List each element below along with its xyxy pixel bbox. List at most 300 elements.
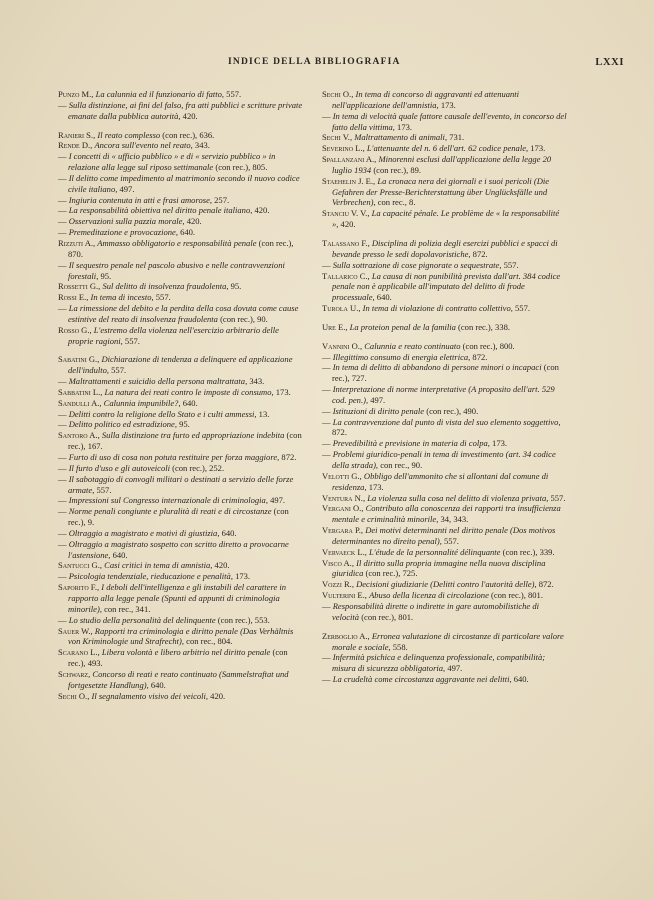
bibliography-entry: [58, 419, 303, 430]
entry-text: , 640.: [217, 527, 237, 538]
bibliography-entry: [58, 260, 303, 282]
entry-text: , 420.: [210, 560, 230, 571]
bibliography-entry: [58, 140, 303, 151]
bibliography-entry: [58, 195, 303, 206]
entry-text: —: [58, 259, 69, 270]
entry-text: , 872.: [534, 579, 554, 590]
bibliography-entry: [58, 205, 303, 216]
entry-title: Responsabilità dirette o indirette in gare automobilistiche di velocità: [332, 600, 539, 622]
bibliography-entry: [58, 281, 303, 292]
entry-title: Il sequestro penale nel pascolo abusivo e nelle contravvenzioni forestali: [68, 259, 285, 281]
entry-title: Impressioni sul Congresso internazionale di criminologia: [68, 495, 266, 506]
entry-text: , 557.: [120, 335, 140, 346]
entry-author: Scarano L.: [58, 647, 98, 658]
entry-text: (con rec.), 9.: [68, 506, 289, 528]
entry-text: —: [322, 600, 333, 611]
entry-author: Sechi O.: [58, 690, 88, 701]
entry-text: (con rec.), 801.: [359, 611, 414, 622]
entry-text: ,: [362, 492, 368, 503]
entry-text: ,: [87, 690, 92, 701]
entry-author: Rosso G.: [58, 324, 90, 335]
entry-text: , 731.: [444, 132, 465, 143]
entry-text: —: [322, 384, 333, 395]
entry-text: —: [322, 405, 333, 416]
entry-author: Severino L.: [322, 143, 363, 154]
entry-title: La crudeltà come circostanza aggravante nei delitti: [332, 674, 510, 685]
entry-text: , 173.: [392, 121, 413, 132]
entry-text: ,: [99, 560, 105, 571]
entry-title: Interpretazione di norme interpretative (A proposito dell'art. 529 cod. pen.): [332, 384, 555, 405]
bibliography-entry: [322, 471, 567, 493]
entry-text: , 872.: [277, 452, 297, 462]
entry-title: Disciplina di polizia degli esercizi pubblici e spacci di bevande presso le sedi dopolavoristiche: [332, 237, 558, 259]
entry-text: , 34, 343.: [436, 514, 469, 525]
bibliography-entry: [58, 452, 303, 463]
entry-author: Visco A.: [322, 557, 352, 568]
bibliography-entry: [322, 503, 567, 525]
entry-title: Ancora sull'evento nel reato: [94, 140, 191, 151]
entry-text: —: [58, 473, 69, 484]
bibliography-entry: [322, 238, 567, 260]
entry-text: (con rec.), 800.: [460, 340, 515, 351]
bibliography-entry: [322, 154, 567, 176]
bibliography-entry: [58, 463, 303, 474]
entry-text: , 497.: [365, 394, 386, 405]
entry-title: Calunnia impunibile?: [103, 397, 179, 408]
entry-text: , 420.: [205, 690, 226, 701]
entry-text: —: [58, 227, 69, 238]
bibliography-entry: [58, 409, 303, 420]
entry-title: Ingiuria contenuta in atti e frasi amorose: [68, 194, 210, 205]
entry-title: La proteion penal de la familia: [349, 321, 456, 332]
bibliography-entry: [322, 449, 567, 471]
entry-text: , con rec., 341.: [99, 603, 151, 614]
entry-text: , 173.: [364, 481, 384, 492]
entry-text: ,: [359, 470, 364, 481]
entry-title: Lo studio della personalità del delinquente: [68, 614, 216, 625]
entry-title: Il furto d'uso e gli autoveicoli: [68, 462, 170, 473]
entry-title: Illegittimo consumo di energia elettrica: [332, 351, 469, 362]
entry-title: Sulla sottrazione di cose pignorate o sequestrate: [332, 259, 500, 270]
entry-author: Santucci G.: [58, 560, 100, 571]
entry-text: —: [58, 172, 69, 183]
entry-text: (con rec.), 89.: [371, 164, 422, 175]
entry-text: (con rec.), 493.: [68, 647, 288, 669]
entry-text: (con rec.), 805.: [213, 162, 268, 173]
page-header: [60, 57, 634, 71]
entry-text: , 95.: [96, 270, 112, 281]
entry-title: Concorso di reati e reato continuato (Sammelstraftat und fortgesetzte Handlung): [68, 668, 289, 690]
entry-title: Osservazioni sulla pazzia morale: [68, 216, 183, 227]
entry-text: (con rec.), 553.: [215, 614, 270, 625]
entry-text: —: [322, 674, 333, 685]
bibliography-entry: [58, 227, 303, 238]
entry-text: ,: [100, 386, 105, 397]
running-title: INDICE DELLA BIBLIOGRAFIA: [228, 57, 401, 67]
entry-title: Decisioni giudiziarie (Delitti contro l'autorità delle): [356, 579, 535, 590]
entry-text: ,: [367, 270, 372, 281]
entry-text: (con rec.), 801.: [488, 590, 543, 601]
entry-text: —: [58, 614, 69, 625]
entry-text: ,: [359, 340, 365, 351]
bibliography-entry: [58, 669, 303, 691]
entry-author: Vulterini E.: [322, 590, 365, 601]
entry-author: Velotti G.: [322, 470, 360, 481]
bibliography-entry: [322, 590, 567, 601]
entry-text: ,: [93, 129, 98, 140]
entry-title: La rimessione del debito e la perdita della cosa dovuta come cause estintive del reato di insolvenza fraudolenta: [68, 303, 299, 324]
entry-text: , 173.: [526, 143, 546, 154]
bibliography-entry: [322, 341, 567, 352]
bibliography-entry: [322, 143, 567, 154]
entry-author: Sauer W.: [58, 625, 91, 636]
bibliography-entry: [58, 398, 303, 409]
entry-text: , 640.: [108, 549, 128, 560]
entry-author: Sabbatini L.: [58, 386, 101, 397]
entry-title: I concetti di « ufficio pubblico » e di « servizio pubblico » in relazione alla legge sul riposo settimanale: [68, 151, 276, 173]
bibliography-entry: [322, 601, 567, 623]
entry-text: ,: [97, 430, 102, 441]
entry-author: Ure E.: [322, 321, 346, 332]
entry-text: ,: [345, 321, 350, 332]
entry-title: In tema di delitto di abbandono di persone minori o incapaci: [332, 362, 542, 373]
entry-text: , 95.: [174, 419, 190, 430]
entry-text: —: [322, 362, 333, 373]
entry-text: ,: [97, 354, 102, 365]
entry-text: , 640.: [146, 679, 166, 690]
entry-text: ,: [91, 89, 96, 99]
entry-text: ,: [349, 132, 355, 143]
bibliography-entry: [58, 528, 303, 539]
entry-title: In tema di violazione di contratto collettivo: [362, 303, 511, 314]
entry-text: , 497.: [265, 495, 286, 506]
entry-title: Obbligo dell'ammonito che si allontani dal comune di residenza: [332, 470, 549, 492]
entry-text: (con rec.), 339.: [500, 546, 555, 557]
entry-title: Rapporti tra criminologia e diritto penale (Das Verhältnis von Kriminologie und Strafrecht): [68, 625, 294, 647]
bibliography-entry: [58, 325, 303, 347]
entry-text: , 420.: [178, 110, 198, 121]
entry-text: ,: [358, 303, 363, 314]
entry-text: (con rec.), 90.: [217, 313, 268, 324]
entry-title: Sul delitto di insolvenza fraudolenta: [102, 281, 227, 292]
entry-text: , 558.: [388, 641, 408, 652]
entry-text: , 173.: [230, 571, 251, 582]
entry-text: , 173.: [436, 99, 456, 110]
entry-text: , 872.: [332, 416, 561, 438]
entry-author: Staehelin J. E.: [322, 175, 374, 186]
entry-author: Talassano F.: [322, 237, 368, 248]
entry-author: Vergara P.: [322, 525, 361, 536]
entry-text: ,: [360, 525, 366, 536]
bibliography-entry: [58, 506, 303, 528]
entry-title: Sulla distinzione, ai fini del falso, fra atti pubblici e scritture private emanate dalla pubblica autorità: [68, 99, 303, 121]
entry-text: (con rec.), 636.: [160, 129, 215, 140]
entry-text: , 497.: [115, 183, 135, 194]
entry-text: , 557.: [92, 484, 112, 495]
entry-text: , 640.: [372, 292, 392, 303]
entry-text: , 557.: [151, 292, 171, 303]
entry-text: (con rec.), 490.: [424, 405, 479, 416]
entry-text: , 497.: [443, 663, 463, 674]
entry-text: ,: [99, 397, 104, 408]
entry-text: , 557.: [439, 535, 459, 546]
entry-author: Vervaeck L.: [322, 546, 365, 557]
bibliography-entry: [58, 582, 303, 615]
bibliography-entry: [58, 151, 303, 173]
entry-text: , 173.: [271, 386, 291, 397]
entry-text: —: [58, 462, 69, 473]
entry-author: Rossetti G.: [58, 281, 99, 292]
entry-title: Dei motivi determinanti nel diritto penale (Dos motivos determinantes no direito penal): [332, 525, 556, 546]
bibliography-entry: [58, 430, 303, 452]
entry-text: ,: [351, 89, 356, 99]
entry-text: , 557.: [221, 89, 242, 99]
entry-author: Zerboglio A.: [322, 630, 368, 641]
entry-text: , 640.: [509, 674, 529, 685]
entry-text: , 420.: [336, 219, 356, 230]
bibliography-entry: [58, 571, 303, 582]
bibliography-entry: [58, 376, 303, 387]
bibliography-entry: [322, 674, 567, 685]
entry-title: Infermità psichica e delinquenza professionale, compatibilità; misura di sicurezza obbligatoria: [332, 652, 546, 674]
entry-author: Sechi V.: [322, 132, 350, 143]
entry-text: —: [322, 259, 333, 270]
entry-text: —: [58, 506, 69, 517]
entry-author: Rizzuti A.: [58, 237, 93, 248]
entry-text: ,: [93, 237, 98, 248]
entry-author: Sechi O.: [322, 89, 352, 99]
entry-author: Ventura N.: [322, 492, 363, 503]
entry-text: —: [58, 452, 69, 462]
entry-text: , con rec., 90.: [375, 460, 423, 470]
entry-text: —: [58, 376, 69, 387]
entry-text: , 173.: [487, 438, 507, 449]
entry-title: Dichiarazione di tendenza a delinquere ed applicazione dell'indulto: [68, 354, 293, 376]
bibliography-entry: [322, 525, 567, 547]
bibliography-entry: [58, 130, 303, 141]
entry-author: Vergani O.: [322, 503, 362, 514]
entry-text: —: [58, 408, 69, 419]
bibliography-entry: [322, 352, 567, 363]
bibliography-entry: [322, 176, 567, 209]
entry-title: Sulla distinzione tra furto ed appropriazione indebita: [101, 430, 285, 441]
entry-text: ,: [90, 625, 95, 636]
bibliography-entry: [322, 558, 567, 580]
entry-title: La cronaca nera dei giornali e i suoi pericoli (Die Gefahren der Presse-Berichterstattung über Unglücksfälle und Verbrechen): [332, 175, 550, 208]
entry-text: —: [58, 303, 69, 314]
entry-title: Ammasso obbligatorio e responsabilità penale: [97, 237, 257, 248]
bibliography-entry: [322, 631, 567, 653]
entry-text: —: [58, 99, 69, 110]
bibliography-entry: [322, 652, 567, 674]
entry-title: Delitto politico ed estradizione: [68, 419, 175, 430]
entry-text: , 343.: [190, 140, 210, 151]
bibliography-entry: [58, 474, 303, 496]
entry-title: Delitti contro la religione dello Stato e i culti ammessi: [68, 408, 255, 419]
bibliography-entry: [58, 216, 303, 227]
entry-text: , 872.: [468, 248, 488, 259]
entry-text: (con rec.), 167.: [68, 430, 302, 452]
entry-text: , 95.: [226, 281, 242, 292]
entry-text: —: [58, 538, 69, 549]
bibliography-entry: [322, 362, 567, 384]
entry-text: —: [58, 194, 69, 205]
entry-text: ,: [361, 503, 366, 514]
entry-title: Problemi giuridico-penali in tema di investimento (art. 34 codice della strada): [332, 449, 556, 470]
bibliography-entry: [58, 238, 303, 260]
entry-text: , 557.: [510, 303, 530, 314]
entry-text: (con rec.), 725.: [363, 568, 418, 579]
bibliography-entry: [322, 493, 567, 504]
entry-title: In tema di concorso di aggravanti ed attenuanti nell'applicazione dell'amnistia: [332, 89, 520, 110]
entry-text: ,: [367, 237, 372, 248]
entry-author: Spallanzani A.: [322, 154, 375, 165]
entry-title: La natura dei reati contro le imposte di consumo: [104, 386, 272, 397]
entry-text: —: [322, 449, 333, 460]
entry-title: Norme penali congiunte e pluralità di reati e di circostanze: [68, 506, 272, 517]
entry-text: ,: [367, 630, 372, 641]
bibliography-entry: [322, 111, 567, 133]
entry-title: L'attenuante del n. 6 dell'art. 62 codice penale: [366, 143, 526, 154]
entry-text: , 257.: [209, 194, 230, 205]
entry-text: —: [58, 216, 69, 227]
entry-text: —: [322, 438, 333, 449]
entry-title: Furto di uso di cosa non potuta restituire per forza maggiore: [68, 452, 278, 462]
entry-title: Il segnalamento visivo dei veicoli: [91, 690, 206, 701]
bibliography-entry: [322, 547, 567, 558]
right-column: [322, 89, 567, 685]
bibliography-entry: [322, 271, 567, 304]
entry-title: La causa di non punibilità prevista dall'art. 384 codice penale non è applicabile all'imputato del delitto di frode processuale: [332, 270, 561, 303]
entry-title: Premeditazione e provocazione: [68, 227, 176, 238]
bibliography-entry: [58, 292, 303, 303]
bibliography-entry: [58, 89, 303, 100]
entry-text: ,: [88, 668, 93, 679]
bibliography-entry: [58, 387, 303, 398]
entry-text: —: [58, 527, 69, 538]
bibliography-entry: [58, 560, 303, 571]
entry-text: (con rec.), 727.: [332, 362, 559, 384]
entry-text: , 640.: [175, 227, 196, 238]
entry-title: In tema di incesto: [90, 292, 152, 303]
entry-text: —: [58, 205, 69, 216]
entry-title: Il delitto come impedimento al matrimonio secondo il nuovo codice civile italiano: [68, 172, 300, 194]
entry-title: La capacité pénale. Le problème de « la responsabilité »: [332, 208, 560, 230]
entry-title: I deboli dell'intelligenza e gli instabili del carattere in rapporto alla legge penale (Spunti ed appunti di criminologia minorile): [68, 582, 287, 614]
entry-text: —: [58, 571, 69, 582]
entry-title: Istituzioni di diritto penale: [332, 405, 425, 416]
entry-text: , 557.: [546, 492, 566, 503]
entry-text: —: [58, 419, 69, 430]
entry-title: La violenza sulla cosa nel delitto di violenza privata: [367, 492, 547, 503]
entry-author: Vannini O.: [322, 340, 360, 351]
left-column: [58, 89, 303, 701]
entry-title: La responsabilità obiettiva nel diritto penale italiano: [68, 205, 251, 216]
entry-text: ,: [90, 140, 95, 151]
entry-text: , 557.: [106, 365, 127, 376]
entry-text: , 13.: [254, 408, 270, 419]
entry-text: —: [58, 495, 69, 506]
bibliography-entry: [322, 406, 567, 417]
entry-author: Tallarico C.: [322, 270, 368, 281]
entry-title: Casi critici in tema di amnistia: [104, 560, 211, 571]
entry-text: , 420.: [250, 205, 270, 216]
entry-title: La calunnia ed il funzionario di fatto: [95, 89, 222, 99]
entry-author: Schwarz: [58, 668, 89, 679]
bibliography-entry: [322, 303, 567, 314]
entry-author: Ranieri S.: [58, 129, 94, 140]
entry-text: , 557.: [499, 259, 519, 270]
bibliography-entry: [322, 132, 567, 143]
entry-text: ,: [364, 590, 370, 601]
entry-title: Il diritto sulla propria immagine nella nuova disciplina giuridica: [332, 557, 546, 579]
entry-author: Sabatini G.: [58, 354, 98, 365]
entry-text: ,: [97, 582, 102, 593]
entry-text: ,: [374, 154, 379, 165]
entry-text: , con rec., 804.: [181, 636, 233, 647]
entry-title: Calunnia e reato continuato: [364, 340, 461, 351]
entry-title: Maltrattamento di animali: [354, 132, 445, 143]
entry-text: —: [322, 351, 333, 362]
bibliography-entry: [58, 354, 303, 376]
entry-text: ,: [98, 281, 103, 292]
entry-text: , con rec., 8.: [373, 197, 416, 208]
bibliography-entry: [58, 303, 303, 325]
entry-text: , 872.: [468, 351, 488, 362]
bibliography-entry: [58, 173, 303, 195]
bibliography-entry: [322, 208, 567, 230]
entry-author: Rende D.: [58, 140, 91, 151]
bibliography-entry: [58, 691, 303, 702]
page-number: LXXI: [595, 57, 624, 68]
entry-title: La contravvenzione dal punto di vista del suo elemento soggettivo: [332, 416, 559, 427]
bibliography-entry: [58, 615, 303, 626]
entry-text: ,: [351, 557, 357, 568]
entry-text: , 343.: [245, 376, 265, 387]
entry-author: Turola U.: [322, 303, 359, 314]
entry-text: ,: [86, 292, 91, 303]
entry-title: Minorenni esclusi dall'applicazione della legge 20 luglio 1934: [332, 154, 552, 175]
entry-title: Il sabotaggio di convogli militari o destinati a servizio delle forze armate: [68, 473, 294, 495]
bibliography-entry: [322, 322, 567, 333]
entry-text: —: [322, 416, 333, 427]
entry-text: ,: [364, 546, 370, 557]
entry-text: ,: [97, 647, 102, 658]
entry-text: —: [322, 110, 333, 121]
entry-text: ,: [367, 208, 372, 219]
bibliography-entry: [322, 260, 567, 271]
bibliography-entry: [322, 384, 567, 406]
entry-text: —: [322, 652, 333, 663]
entry-text: ,: [373, 175, 378, 186]
entry-title: Psicologia tendenziale, rieducazione e penalità: [68, 571, 231, 582]
entry-author: Stanciu V. V.: [322, 208, 368, 219]
entry-author: Punzo M.: [58, 89, 92, 99]
entry-text: (con rec.), 870.: [68, 237, 294, 259]
entry-title: L'estremo della violenza nell'esercizio arbitrario delle proprie ragioni: [68, 324, 279, 346]
entry-text: , 640.: [178, 397, 198, 408]
entry-title: Erronea valutazione di circostanze di particolare valore morale e sociale: [332, 630, 564, 652]
bibliography-entry: [322, 438, 567, 449]
entry-author: Sandulli A.: [58, 397, 100, 408]
entry-title: Contributo alla conoscenza dei rapporti tra insufficienza mentale e criminalità minorile: [332, 503, 561, 525]
entry-text: ,: [362, 143, 367, 154]
bibliography-entry: [322, 579, 567, 590]
entry-text: ,: [89, 324, 94, 335]
bibliography-entry: [58, 626, 303, 648]
entry-title: In tema di velocità quale fattore causale dell'evento, in concorso del fatto della vittima: [332, 110, 567, 132]
entry-title: Libera volontà e libero arbitrio nel diritto penale: [101, 647, 271, 658]
